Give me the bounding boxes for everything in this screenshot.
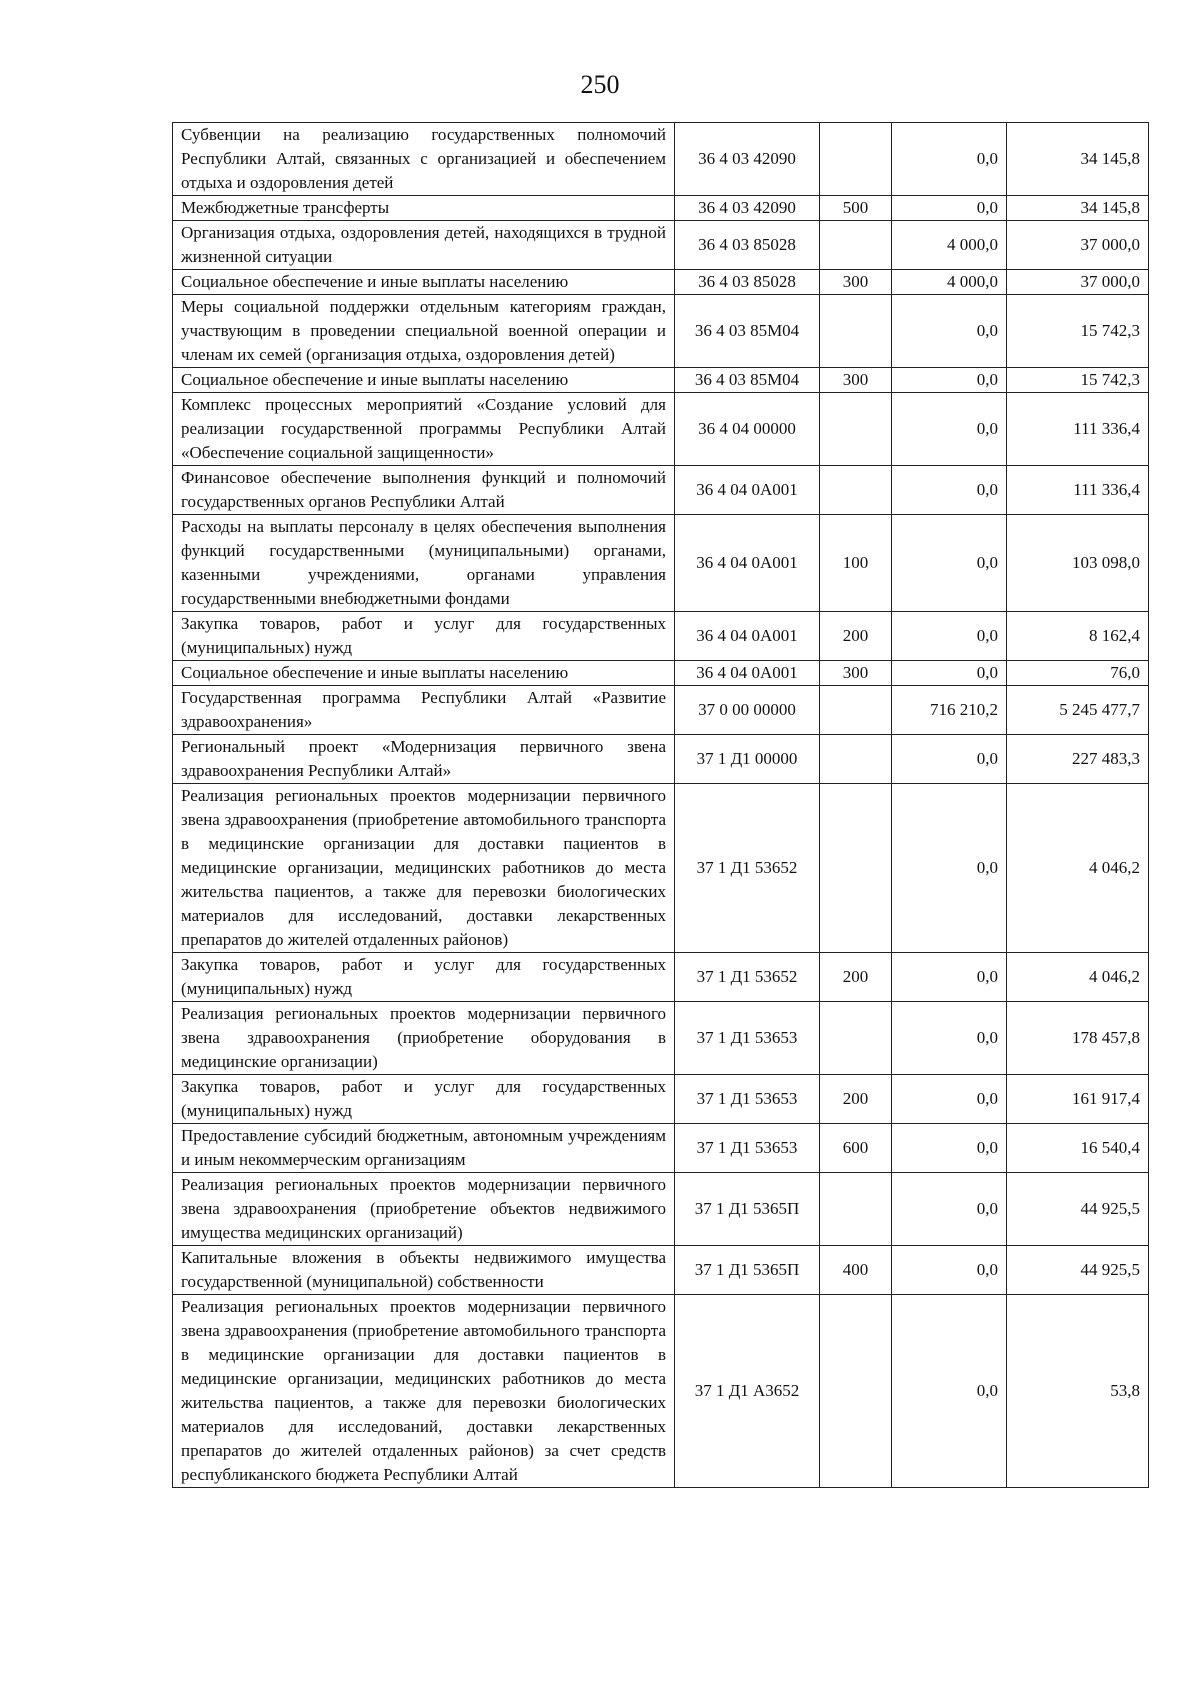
row-description: Реализация региональных проектов модернизации первичного звена здравоохранения (приобретение автомобильного транспорта в медицинские организации для доставки пациентов в медицинские организации, медицинских работников до места жительства пациентов, а также для перевозки биологических материалов для исследований, доставки лекарственных препаратов до жителей отдаленных районов): [173, 784, 675, 953]
row-description: Предоставление субсидий бюджетным, автономным учреждениям и иным некоммерческим организациям: [173, 1124, 675, 1173]
row-code: 36 4 04 00000: [675, 393, 820, 466]
row-expense-type: 400: [820, 1246, 892, 1295]
row-description: Организация отдыха, оздоровления детей, находящихся в трудной жизненной ситуации: [173, 221, 675, 270]
row-expense-type: 200: [820, 1075, 892, 1124]
row-description: Капитальные вложения в объекты недвижимого имущества государственной (муниципальной) собственности: [173, 1246, 675, 1295]
row-code: 36 4 03 85028: [675, 221, 820, 270]
row-value-1: 0,0: [892, 1002, 1007, 1075]
row-value-1: 0,0: [892, 612, 1007, 661]
row-code: 36 4 03 85М04: [675, 295, 820, 368]
row-code: 37 1 Д1 53653: [675, 1002, 820, 1075]
row-description: Региональный проект «Модернизация первичного звена здравоохранения Республики Алтай»: [173, 735, 675, 784]
table-row: [173, 1075, 1149, 1124]
row-description: Реализация региональных проектов модернизации первичного звена здравоохранения (приобретение автомобильного транспорта в медицинские организации для доставки пациентов в медицинские организации, медицинских работников до места жительства пациентов, а также для перевозки биологических материалов для исследований, доставки лекарственных препаратов до жителей отдаленных районов) за счет средств республиканского бюджета Республики Алтай: [173, 1295, 675, 1488]
row-value-1: 0,0: [892, 1295, 1007, 1488]
row-value-2: 5 245 477,7: [1007, 686, 1149, 735]
row-description: Закупка товаров, работ и услуг для государственных (муниципальных) нужд: [173, 612, 675, 661]
table-row: [173, 515, 1149, 612]
row-value-2: 103 098,0: [1007, 515, 1149, 612]
row-value-1: 0,0: [892, 1124, 1007, 1173]
row-expense-type: [820, 466, 892, 515]
table-row: [173, 735, 1149, 784]
row-description: Комплекс процессных мероприятий «Создание условий для реализации государственной программы Республики Алтай «Обеспечение социальной защищенности»: [173, 393, 675, 466]
row-value-1: 0,0: [892, 953, 1007, 1002]
row-code: 36 4 03 85М04: [675, 368, 820, 393]
row-expense-type: 200: [820, 612, 892, 661]
table-row: [173, 686, 1149, 735]
budget-table-body: [173, 123, 1149, 1488]
table-row: [173, 196, 1149, 221]
row-value-1: 0,0: [892, 466, 1007, 515]
row-value-2: 37 000,0: [1007, 270, 1149, 295]
row-description: Государственная программа Республики Алтай «Развитие здравоохранения»: [173, 686, 675, 735]
table-row: [173, 393, 1149, 466]
row-description: Расходы на выплаты персоналу в целях обеспечения выполнения функций государственными (муниципальными) органами, казенными учреждениями, органами управления государственными внебюджетными фондами: [173, 515, 675, 612]
row-value-2: 15 742,3: [1007, 295, 1149, 368]
row-value-2: 34 145,8: [1007, 196, 1149, 221]
row-expense-type: 500: [820, 196, 892, 221]
row-expense-type: 300: [820, 661, 892, 686]
row-code: 36 4 03 85028: [675, 270, 820, 295]
row-code: 36 4 04 0А001: [675, 515, 820, 612]
row-description: Социальное обеспечение и иные выплаты населению: [173, 270, 675, 295]
row-value-1: 0,0: [892, 393, 1007, 466]
row-value-1: 0,0: [892, 123, 1007, 196]
row-value-2: 76,0: [1007, 661, 1149, 686]
row-expense-type: [820, 784, 892, 953]
row-value-2: 111 336,4: [1007, 466, 1149, 515]
row-description: Меры социальной поддержки отдельным категориям граждан, участвующим в проведении специальной военной операции и членам их семей (организация отдыха, оздоровления детей): [173, 295, 675, 368]
row-value-2: 4 046,2: [1007, 784, 1149, 953]
table-row: [173, 661, 1149, 686]
row-value-1: 0,0: [892, 784, 1007, 953]
row-value-1: 4 000,0: [892, 270, 1007, 295]
page-number: 250: [580, 70, 620, 99]
row-expense-type: 300: [820, 368, 892, 393]
row-code: 36 4 04 0А001: [675, 661, 820, 686]
table-row: [173, 270, 1149, 295]
table-row: [173, 1173, 1149, 1246]
row-code: 36 4 03 42090: [675, 196, 820, 221]
row-value-2: 227 483,3: [1007, 735, 1149, 784]
table-row: [173, 123, 1149, 196]
row-expense-type: [820, 123, 892, 196]
row-description: Субвенции на реализацию государственных полномочий Республики Алтай, связанных с организацией и обеспечением отдыха и оздоровления детей: [173, 123, 675, 196]
row-expense-type: 200: [820, 953, 892, 1002]
row-value-2: 34 145,8: [1007, 123, 1149, 196]
row-value-2: 8 162,4: [1007, 612, 1149, 661]
row-expense-type: [820, 735, 892, 784]
table-row: [173, 1246, 1149, 1295]
row-code: 37 1 Д1 53653: [675, 1075, 820, 1124]
row-value-2: 111 336,4: [1007, 393, 1149, 466]
table-row: [173, 1295, 1149, 1488]
row-value-1: 0,0: [892, 295, 1007, 368]
row-value-2: 44 925,5: [1007, 1173, 1149, 1246]
row-expense-type: [820, 1173, 892, 1246]
row-expense-type: [820, 1295, 892, 1488]
row-value-1: 0,0: [892, 661, 1007, 686]
row-value-1: 0,0: [892, 735, 1007, 784]
row-value-2: 53,8: [1007, 1295, 1149, 1488]
row-description: Реализация региональных проектов модернизации первичного звена здравоохранения (приобретение оборудования в медицинские организации): [173, 1002, 675, 1075]
row-code: 37 1 Д1 53652: [675, 953, 820, 1002]
row-expense-type: [820, 686, 892, 735]
row-description: Закупка товаров, работ и услуг для государственных (муниципальных) нужд: [173, 1075, 675, 1124]
row-expense-type: 300: [820, 270, 892, 295]
budget-table: [172, 122, 1149, 1488]
table-row: [173, 1002, 1149, 1075]
row-value-1: 0,0: [892, 368, 1007, 393]
row-value-1: 0,0: [892, 196, 1007, 221]
row-description: Закупка товаров, работ и услуг для государственных (муниципальных) нужд: [173, 953, 675, 1002]
row-value-1: 0,0: [892, 1246, 1007, 1295]
row-description: Социальное обеспечение и иные выплаты населению: [173, 661, 675, 686]
row-code: 37 1 Д1 А3652: [675, 1295, 820, 1488]
row-expense-type: 100: [820, 515, 892, 612]
row-description: Межбюджетные трансферты: [173, 196, 675, 221]
table-row: [173, 295, 1149, 368]
table-row: [173, 1124, 1149, 1173]
row-code: 37 1 Д1 53653: [675, 1124, 820, 1173]
row-value-1: 0,0: [892, 515, 1007, 612]
row-code: 37 1 Д1 5365П: [675, 1246, 820, 1295]
table-row: [173, 953, 1149, 1002]
row-value-2: 4 046,2: [1007, 953, 1149, 1002]
row-code: 36 4 04 0А001: [675, 612, 820, 661]
row-value-2: 178 457,8: [1007, 1002, 1149, 1075]
row-expense-type: 600: [820, 1124, 892, 1173]
row-code: 37 1 Д1 53652: [675, 784, 820, 953]
row-value-1: 4 000,0: [892, 221, 1007, 270]
row-description: Социальное обеспечение и иные выплаты населению: [173, 368, 675, 393]
row-expense-type: [820, 1002, 892, 1075]
row-expense-type: [820, 295, 892, 368]
table-row: [173, 784, 1149, 953]
row-value-2: 37 000,0: [1007, 221, 1149, 270]
table-row: [173, 466, 1149, 515]
row-value-2: 161 917,4: [1007, 1075, 1149, 1124]
row-code: 36 4 03 42090: [675, 123, 820, 196]
row-expense-type: [820, 393, 892, 466]
row-value-1: 0,0: [892, 1173, 1007, 1246]
row-expense-type: [820, 221, 892, 270]
row-code: 37 1 Д1 00000: [675, 735, 820, 784]
table-row: [173, 368, 1149, 393]
table-row: [173, 612, 1149, 661]
row-value-2: 16 540,4: [1007, 1124, 1149, 1173]
row-description: Финансовое обеспечение выполнения функций и полномочий государственных органов Республики Алтай: [173, 466, 675, 515]
row-value-1: 716 210,2: [892, 686, 1007, 735]
row-value-1: 0,0: [892, 1075, 1007, 1124]
row-description: Реализация региональных проектов модернизации первичного звена здравоохранения (приобретение объектов недвижимого имущества медицинских организаций): [173, 1173, 675, 1246]
row-code: 37 0 00 00000: [675, 686, 820, 735]
row-value-2: 15 742,3: [1007, 368, 1149, 393]
table-row: [173, 221, 1149, 270]
row-code: 36 4 04 0А001: [675, 466, 820, 515]
row-code: 37 1 Д1 5365П: [675, 1173, 820, 1246]
row-value-2: 44 925,5: [1007, 1246, 1149, 1295]
